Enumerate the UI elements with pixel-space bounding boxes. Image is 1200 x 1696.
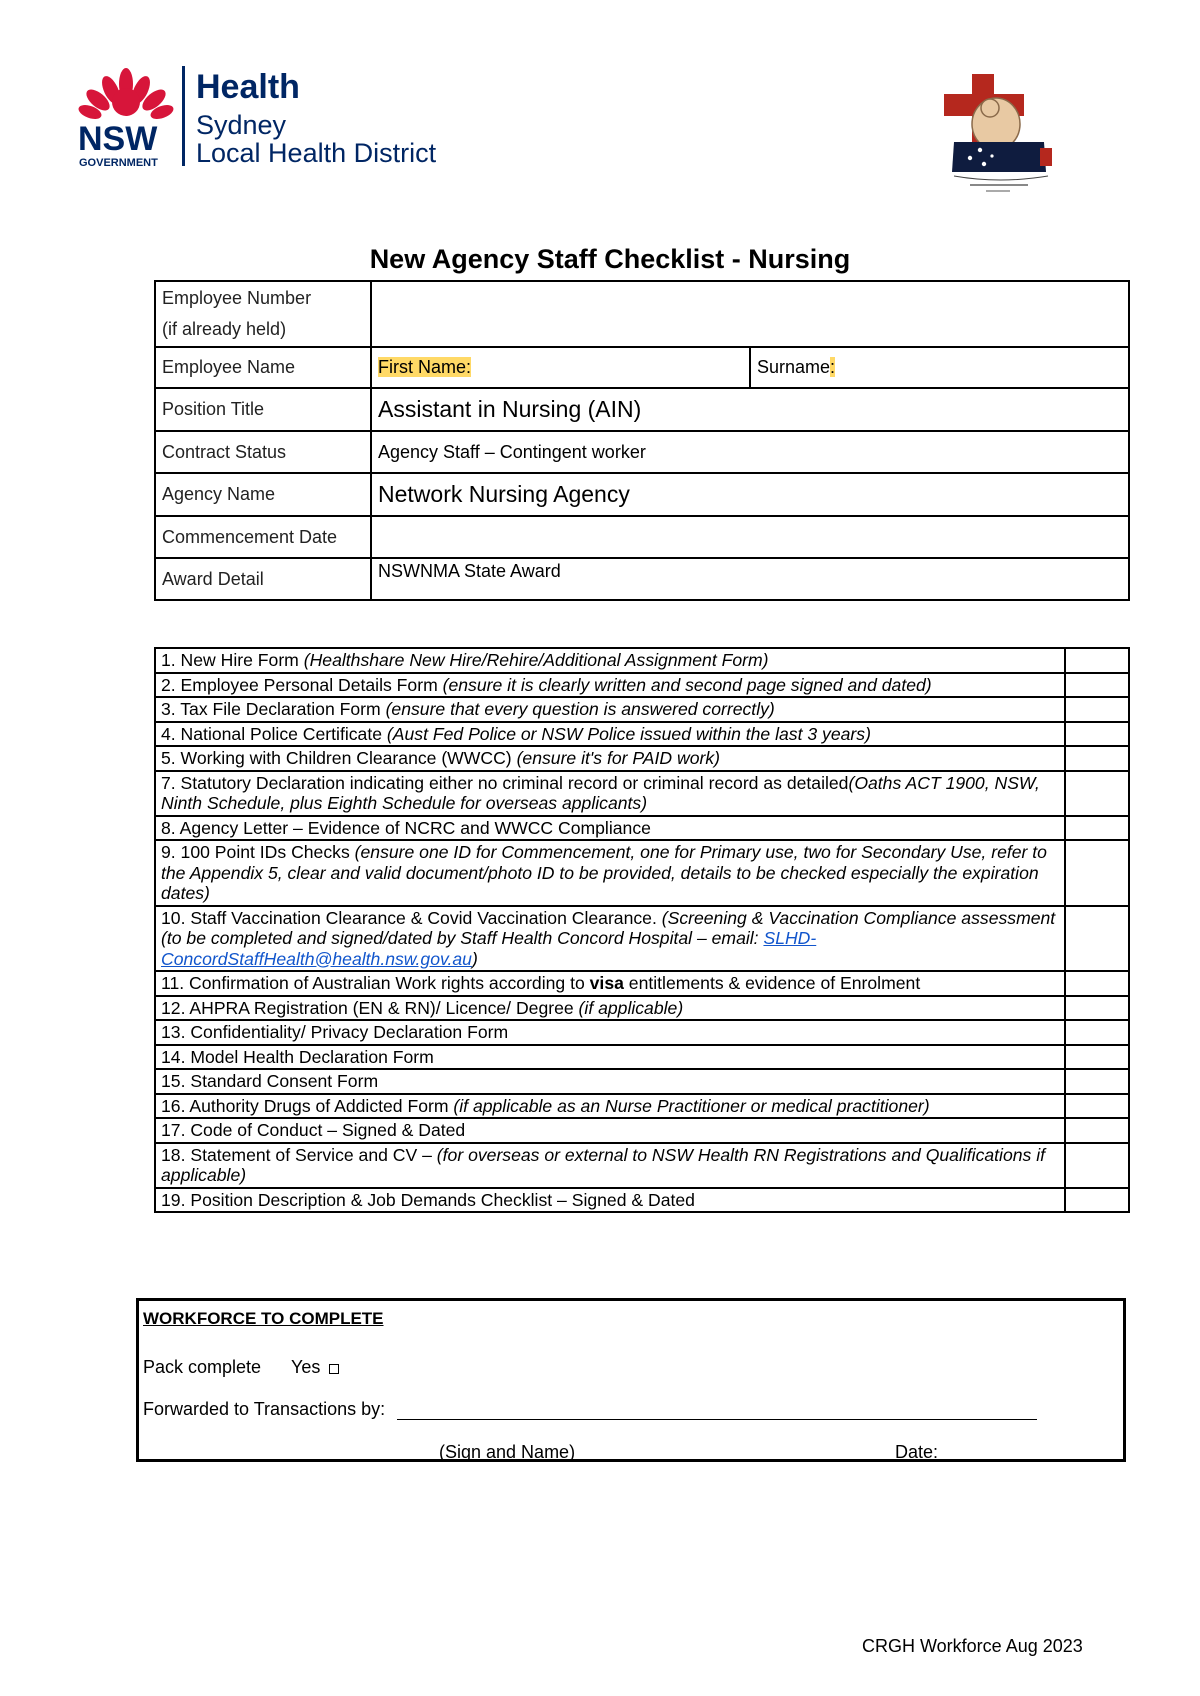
- commencement-date-label: Commencement Date: [155, 516, 371, 558]
- nsw-wordmark: NSW: [78, 120, 158, 158]
- footer-text: CRGH Workforce Aug 2023: [862, 1636, 1083, 1656]
- checklist-tick-box[interactable]: [1065, 840, 1096, 906]
- checklist-row: [155, 906, 1129, 972]
- checklist-item-label-end: entitlements & evidence of Enrolment: [623, 973, 921, 993]
- district-line-1: Sydney: [196, 110, 287, 140]
- checklist-item-label: 12. AHPRA Registration (EN & RN)/ Licence/ Degree: [161, 997, 579, 1018]
- checklist-tick-box[interactable]: [1096, 1143, 1129, 1188]
- checklist-tick-box[interactable]: [1065, 1069, 1096, 1094]
- checklist-tick-box[interactable]: [1096, 673, 1129, 698]
- surname-field[interactable]: [750, 347, 1129, 388]
- checklist-item-text: [155, 996, 1065, 1021]
- checklist-item-note: (Aust Fed Police or NSW Police issued within the last 3 years): [386, 723, 871, 744]
- checklist-tick-box[interactable]: [1096, 1094, 1129, 1119]
- checklist-item-label: 14. Model Health Declaration Form: [161, 1046, 434, 1067]
- checklist-item-note: (ensure it's for PAID work): [516, 748, 721, 768]
- checklist-item-label: 10. Staff Vaccination Clearance & Covid Vaccination Clearance.: [161, 907, 662, 928]
- hospital-crest-logo: [940, 72, 1060, 196]
- award-detail-row: [155, 558, 1129, 600]
- checklist-tick-box[interactable]: [1096, 906, 1129, 972]
- checklist-row: [155, 722, 1129, 747]
- checklist-item-text: [155, 746, 1065, 771]
- checklist-tick-box[interactable]: [1096, 1118, 1129, 1143]
- checklist-item-label: 2. Employee Personal Details Form: [161, 674, 443, 695]
- checklist-row: [155, 1020, 1129, 1045]
- checklist-item-label: 5. Working with Children Clearance (WWCC): [161, 748, 517, 768]
- nsw-health-sydney-lhd-logo: [78, 62, 498, 182]
- checklist-tick-box[interactable]: [1065, 996, 1096, 1021]
- checklist-tick-box[interactable]: [1065, 1045, 1096, 1070]
- checklist-tick-box[interactable]: [1096, 1045, 1129, 1070]
- employee-number-label-note: (if already held): [162, 319, 287, 339]
- checklist-tick-box[interactable]: [1065, 1094, 1096, 1119]
- workforce-to-complete-box: [136, 1298, 1126, 1462]
- checklist-tick-box[interactable]: [1096, 1188, 1129, 1213]
- health-wordmark: Health: [196, 68, 300, 106]
- contract-status-value[interactable]: Agency Staff – Contingent worker: [371, 431, 1129, 473]
- employee-number-field[interactable]: [371, 281, 1129, 347]
- checklist-tick-box[interactable]: [1096, 746, 1129, 771]
- checklist-tick-box[interactable]: [1096, 697, 1129, 722]
- checklist-tick-box[interactable]: [1096, 722, 1129, 747]
- checklist-row: [155, 746, 1129, 771]
- checklist-item-text: [155, 840, 1065, 906]
- agency-name-value[interactable]: Network Nursing Agency: [371, 473, 1129, 516]
- first-name-label: First Name:: [378, 357, 472, 377]
- checklist-item-note: (if applicable): [578, 997, 684, 1018]
- checklist-row: [155, 771, 1129, 816]
- checklist-row: [155, 1069, 1129, 1094]
- checklist-item-note: (Oaths ACT 1900, NSW, Ninth Schedule, plus Eighth Schedule for overseas applicants): [161, 772, 1040, 813]
- checklist-row: [155, 1188, 1129, 1213]
- checklist-item-label: 19. Position Description & Job Demands Checklist – Signed & Dated: [161, 1189, 695, 1210]
- government-wordmark: GOVERNMENT: [79, 157, 158, 169]
- checklist-tick-box[interactable]: [1065, 1143, 1096, 1188]
- checklist-item-note: (ensure it is clearly written and second page signed and dated): [442, 674, 932, 695]
- checklist-tick-box[interactable]: [1096, 1020, 1129, 1045]
- checklist-item-text: [155, 1118, 1065, 1143]
- checklist-item-text: [155, 971, 1065, 996]
- checklist-item-label: 18. Statement of Service and CV –: [161, 1144, 437, 1165]
- forwarded-signature-line[interactable]: [397, 1419, 1037, 1420]
- checklist-row: [155, 648, 1129, 673]
- checklist-item-label: 11. Confirmation of Australian Work rights according to: [161, 973, 590, 993]
- checklist-tick-box[interactable]: [1096, 816, 1129, 841]
- checklist-item-text: [155, 1020, 1065, 1045]
- checklist-item-note: (ensure that every question is answered correctly): [385, 699, 775, 719]
- checklist-row: [155, 840, 1129, 906]
- checklist-item-note-end: ): [471, 948, 478, 969]
- position-title-label: Position Title: [155, 388, 371, 431]
- checklist-tick-box[interactable]: [1065, 746, 1096, 771]
- checklist-row: [155, 816, 1129, 841]
- checklist-item-text: [155, 697, 1065, 722]
- email-link[interactable]: SLHD-ConcordStaffHealth@health.nsw.gov.au: [161, 928, 817, 969]
- checklist-item-label: 17. Code of Conduct – Signed & Dated: [161, 1120, 466, 1140]
- contract-status-row: [155, 431, 1129, 473]
- checklist-tick-box[interactable]: [1065, 1118, 1096, 1143]
- checklist-tick-box[interactable]: [1096, 971, 1129, 996]
- checklist-tick-box[interactable]: [1065, 1020, 1096, 1045]
- checklist-item-bold-text: visa: [589, 973, 624, 993]
- checklist-tick-box[interactable]: [1096, 1069, 1129, 1094]
- checklist-item-text: [155, 1045, 1065, 1070]
- checklist-tick-box[interactable]: [1065, 906, 1096, 972]
- pack-complete-label: Pack complete: [143, 1357, 262, 1377]
- checklist-row: [155, 1143, 1129, 1188]
- district-line-2: Local Health District: [196, 138, 437, 168]
- employee-name-row: [155, 347, 1129, 388]
- checklist-row: [155, 1045, 1129, 1070]
- checklist-tick-box[interactable]: [1065, 1188, 1096, 1213]
- checklist-item-text: [155, 906, 1065, 972]
- checklist-item-text: [155, 816, 1065, 841]
- checklist-tick-box[interactable]: [1065, 697, 1096, 722]
- yes-checkbox[interactable]: [329, 1364, 339, 1374]
- checklist-tick-box[interactable]: [1065, 771, 1096, 816]
- checklist-item-text: [155, 722, 1065, 747]
- yes-label: Yes: [291, 1357, 321, 1377]
- checklist-item-text: [155, 648, 1065, 673]
- checklist-tick-box[interactable]: [1065, 722, 1096, 747]
- surname-colon: :: [830, 357, 836, 377]
- agency-name-label: Agency Name: [155, 473, 371, 516]
- document-title: New Agency Staff Checklist - Nursing: [369, 244, 851, 274]
- employee-number-label: Employee Number: [162, 288, 312, 308]
- forwarded-to-transactions-label: Forwarded to Transactions by:: [143, 1399, 386, 1419]
- checklist-row: [155, 1094, 1129, 1119]
- employee-details-table: [154, 280, 1130, 601]
- checklist-tick-box[interactable]: [1096, 996, 1129, 1021]
- checklist-tick-box[interactable]: [1096, 771, 1129, 816]
- checklist-item-text: [155, 1069, 1065, 1094]
- award-detail-label: Award Detail: [155, 558, 371, 600]
- position-title-value[interactable]: Assistant in Nursing (AIN): [371, 388, 1129, 431]
- checklist-tick-box[interactable]: [1065, 673, 1096, 698]
- checklist-tick-box[interactable]: [1065, 971, 1096, 996]
- checklist-row: [155, 971, 1129, 996]
- checklist-item-text: [155, 1188, 1065, 1213]
- checklist-item-text: [155, 771, 1065, 816]
- checklist-item-note: (if applicable as an Nurse Practitioner or medical practitioner): [453, 1095, 930, 1116]
- checklist-item-label: 16. Authority Drugs of Addicted Form: [161, 1095, 454, 1116]
- position-title-row: [155, 388, 1129, 431]
- checklist-item-note: (Healthshare New Hire/Rehire/Additional Assignment Form): [303, 650, 769, 670]
- agency-name-row: [155, 473, 1129, 516]
- checklist-tick-box[interactable]: [1065, 648, 1096, 673]
- checklist-item-label: 1. New Hire Form: [161, 650, 304, 670]
- first-name-field[interactable]: [371, 347, 750, 388]
- checklist-row: [155, 996, 1129, 1021]
- contract-status-label: Contract Status: [155, 431, 371, 473]
- checklist-item-note: (ensure one ID for Commencement, one for Primary use, two for Secondary Use, refer to the Appendix 5, clear and valid document/photo ID to be provided, details to be checked especially the expiration dates): [161, 842, 1047, 903]
- checklist-item-note: (for overseas or external to NSW Health RN Registrations and Qualifications if applicable): [161, 1144, 1046, 1185]
- document-checklist-table: [154, 647, 1130, 1213]
- checklist-row: [155, 697, 1129, 722]
- award-detail-value[interactable]: NSWNMA State Award: [371, 558, 1129, 600]
- surname-label: Surname: [757, 357, 831, 377]
- checklist-item-text: [155, 673, 1065, 698]
- checklist-item-label: 15. Standard Consent Form: [161, 1071, 379, 1091]
- checklist-item-label: 3. Tax File Declaration Form: [161, 699, 386, 719]
- checklist-tick-box[interactable]: [1065, 816, 1096, 841]
- commencement-date-row: [155, 516, 1129, 558]
- waratah-flower-icon: [78, 68, 175, 122]
- employee-name-label: Employee Name: [155, 347, 371, 388]
- checklist-tick-box[interactable]: [1096, 840, 1129, 906]
- workforce-heading: WORKFORCE TO COMPLETE: [143, 1309, 384, 1328]
- sign-and-name-label: (Sign and Name): [439, 1442, 576, 1462]
- employee-number-row: [155, 281, 1129, 347]
- commencement-date-field[interactable]: [371, 516, 1129, 558]
- checklist-item-label: 4. National Police Certificate: [161, 723, 387, 744]
- checklist-row: [155, 673, 1129, 698]
- checklist-item-label: 7. Statutory Declaration indicating either no criminal record or criminal record as detailed: [161, 772, 849, 793]
- checklist-tick-box[interactable]: [1096, 648, 1129, 673]
- checklist-item-label: 9. 100 Point IDs Checks: [161, 842, 355, 862]
- checklist-item-text: [155, 1143, 1065, 1188]
- checklist-item-label: 8. Agency Letter – Evidence of NCRC and WWCC Compliance: [161, 817, 651, 838]
- checklist-item-label: 13. Confidentiality/ Privacy Declaration Form: [161, 1022, 509, 1042]
- checklist-item-text: [155, 1094, 1065, 1119]
- checklist-row: [155, 1118, 1129, 1143]
- checklist-item-note: (Screening & Vaccination Compliance assessment (to be completed and signed/dated by Staff Health Concord Hospital – email:: [161, 907, 1056, 948]
- date-label: Date:: [895, 1442, 939, 1462]
